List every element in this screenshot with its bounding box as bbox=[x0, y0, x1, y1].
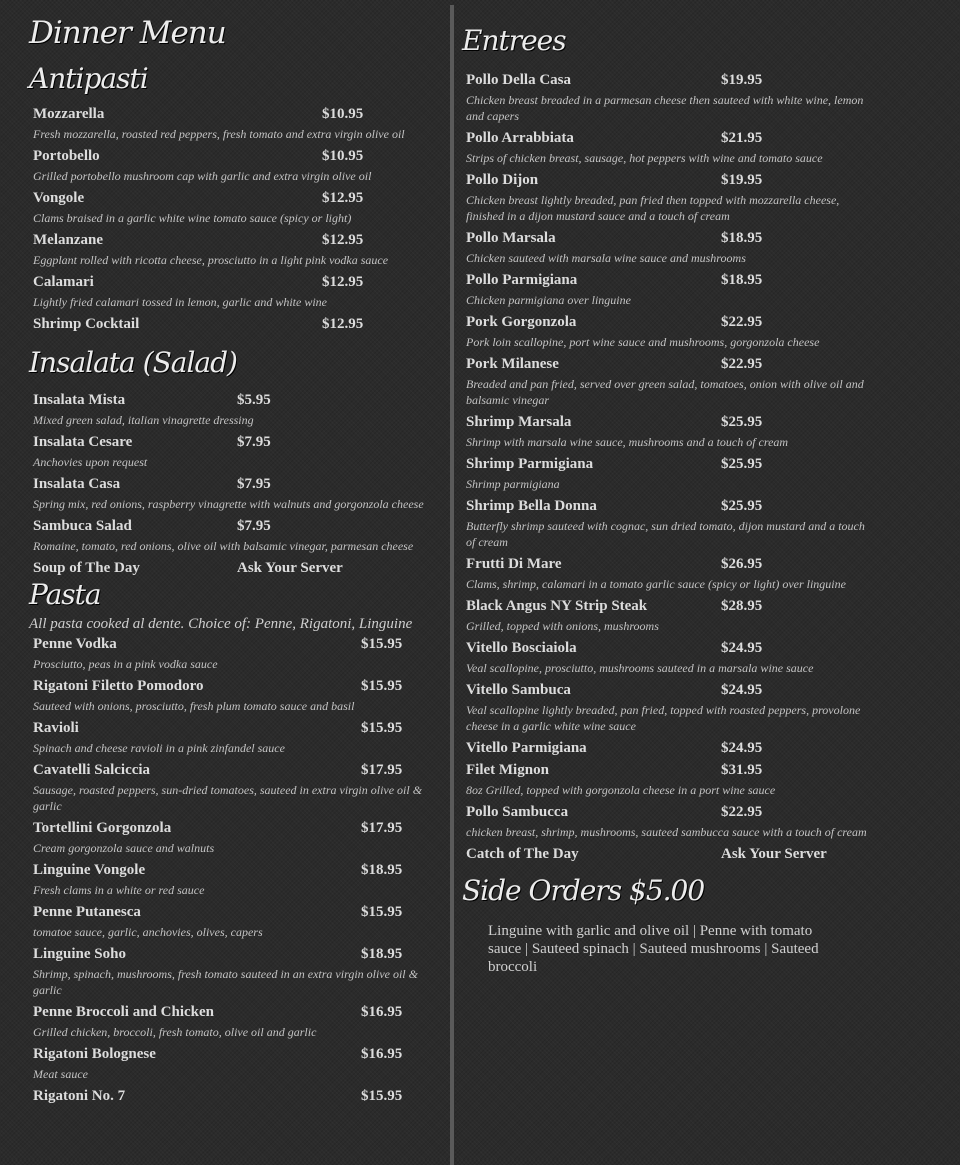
item-name: Penne Putanesca bbox=[33, 904, 141, 920]
menu-item bbox=[29, 1002, 441, 1044]
item-price: $7.95 bbox=[237, 434, 271, 450]
item-description: Chicken breast breaded in a parmesan cheese then sauteed with white wine, lemon and capers bbox=[466, 93, 864, 123]
item-description: Lightly fried calamari tossed in lemon, garlic and white wine bbox=[33, 295, 327, 309]
item-name: Vongole bbox=[33, 190, 85, 206]
item-description: Romaine, tomato, red onions, olive oil with balsamic vinegar, parmesan cheese bbox=[33, 539, 414, 553]
item-description: Anchovies upon request bbox=[33, 455, 148, 469]
item-price: $15.95 bbox=[361, 678, 403, 694]
item-name: Pollo Marsala bbox=[466, 230, 556, 246]
menu-item bbox=[29, 314, 441, 336]
item-name: Frutti Di Mare bbox=[466, 556, 562, 572]
item-description: Breaded and pan fried, served over green salad, tomatoes, onion with olive oil and balsamic vinegar bbox=[466, 377, 864, 407]
item-price: $19.95 bbox=[721, 172, 763, 188]
item-price: $18.95 bbox=[721, 230, 763, 246]
item-description: Grilled portobello mushroom cap with garlic and extra virgin olive oil bbox=[33, 169, 372, 183]
item-price: $12.95 bbox=[322, 232, 364, 248]
item-description: Chicken breast lightly breaded, pan fried then topped with mozzarella cheese, finished in a dijon mustard sauce and a touch of cream bbox=[466, 193, 840, 223]
item-price: $10.95 bbox=[322, 106, 364, 122]
menu-item bbox=[29, 718, 441, 760]
menu-item bbox=[29, 146, 441, 188]
item-name: Portobello bbox=[33, 148, 100, 164]
item-name: Pork Gorgonzola bbox=[466, 314, 577, 330]
item-name: Pollo Della Casa bbox=[466, 72, 571, 88]
menu-item bbox=[462, 412, 872, 454]
item-description: Prosciutto, peas in a pink vodka sauce bbox=[33, 657, 218, 671]
menu-item bbox=[29, 818, 441, 860]
menu-item bbox=[29, 902, 441, 944]
menu-item bbox=[462, 170, 872, 228]
item-name: Mozzarella bbox=[33, 106, 105, 122]
antipasti-heading: Antipasti bbox=[29, 62, 148, 95]
item-name: Cavatelli Salciccia bbox=[33, 762, 151, 778]
menu-item bbox=[462, 70, 872, 128]
item-name: Tortellini Gorgonzola bbox=[33, 820, 172, 836]
entrees-heading: Entrees bbox=[462, 24, 566, 57]
item-description: Veal scallopine, prosciutto, mushrooms sauteed in a marsala wine sauce bbox=[466, 661, 814, 675]
menu-item bbox=[462, 312, 872, 354]
pasta-heading: Pasta bbox=[29, 578, 101, 611]
item-price: $22.95 bbox=[721, 314, 763, 330]
item-description: Veal scallopine lightly breaded, pan fried, topped with roasted peppers, provolone cheese in a garlic white wine sauce bbox=[466, 703, 861, 733]
item-price: $17.95 bbox=[361, 820, 403, 836]
item-name: Filet Mignon bbox=[466, 762, 549, 778]
menu-item bbox=[462, 760, 872, 802]
menu-item bbox=[462, 128, 872, 170]
sides-text: Linguine with garlic and olive oil | Penne with tomato sauce | Sauteed spinach | Sauteed mushrooms | Sauteed broccoli bbox=[488, 923, 819, 975]
item-price: $22.95 bbox=[721, 804, 763, 820]
menu-item bbox=[29, 760, 441, 818]
item-price: $28.95 bbox=[721, 598, 763, 614]
item-description: tomatoe sauce, garlic, anchovies, olives, capers bbox=[33, 925, 263, 939]
item-name: Penne Vodka bbox=[33, 636, 117, 652]
item-price: $10.95 bbox=[322, 148, 364, 164]
item-description: Pork loin scallopine, port wine sauce and mushrooms, gorgonzola cheese bbox=[466, 335, 820, 349]
item-description: Butterfly shrimp sauteed with cognac, sun dried tomato, dijon mustard and a touch of cream bbox=[466, 519, 865, 549]
item-name: Shrimp Parmigiana bbox=[466, 456, 594, 472]
menu-item bbox=[29, 474, 441, 516]
item-name: Pollo Dijon bbox=[466, 172, 539, 188]
menu-item bbox=[29, 188, 441, 230]
item-price: $25.95 bbox=[721, 414, 763, 430]
item-price: $7.95 bbox=[237, 476, 271, 492]
item-price: $24.95 bbox=[721, 740, 763, 756]
pasta-section bbox=[29, 578, 441, 1108]
menu-item bbox=[462, 596, 872, 638]
item-description: Strips of chicken breast, sausage, hot peppers with wine and tomato sauce bbox=[466, 151, 823, 165]
menu-item bbox=[29, 1044, 441, 1086]
menu-item bbox=[29, 558, 441, 580]
item-name: Vitello Sambuca bbox=[466, 682, 571, 698]
menu-item bbox=[462, 228, 872, 270]
item-price: $15.95 bbox=[361, 1088, 403, 1104]
item-price: $19.95 bbox=[721, 72, 763, 88]
column-divider bbox=[450, 5, 454, 1165]
item-name: Sambuca Salad bbox=[33, 518, 132, 534]
right-column bbox=[462, 0, 872, 976]
menu-item bbox=[29, 634, 441, 676]
menu-item bbox=[29, 676, 441, 718]
item-name: Shrimp Marsala bbox=[466, 414, 572, 430]
menu-item bbox=[462, 454, 872, 496]
item-price: $22.95 bbox=[721, 356, 763, 372]
pasta-list bbox=[29, 634, 441, 1108]
item-description: Fresh clams in a white or red sauce bbox=[33, 883, 205, 897]
item-name: Pollo Sambucca bbox=[466, 804, 569, 820]
item-name: Linguine Vongole bbox=[33, 862, 146, 878]
item-description: Fresh mozzarella, roasted red peppers, fresh tomato and extra virgin olive oil bbox=[33, 127, 405, 141]
item-price: $26.95 bbox=[721, 556, 763, 572]
item-description: Shrimp, spinach, mushrooms, fresh tomato sauteed in an extra virgin olive oil & garlic bbox=[33, 967, 418, 997]
antipasti-list bbox=[29, 104, 441, 336]
menu-item bbox=[462, 680, 872, 738]
item-price: $15.95 bbox=[361, 636, 403, 652]
item-name: Soup of The Day bbox=[33, 560, 140, 576]
item-name: Calamari bbox=[33, 274, 94, 290]
menu-item bbox=[462, 270, 872, 312]
item-price: $12.95 bbox=[322, 190, 364, 206]
menu-item bbox=[462, 354, 872, 412]
item-price: $15.95 bbox=[361, 904, 403, 920]
menu-title: Dinner Menu bbox=[29, 15, 226, 51]
entrees-list bbox=[462, 70, 872, 866]
menu-item bbox=[29, 516, 441, 558]
menu-item bbox=[29, 860, 441, 902]
menu-item bbox=[29, 944, 441, 1002]
item-description: Eggplant rolled with ricotta cheese, prosciutto in a light pink vodka sauce bbox=[33, 253, 389, 267]
item-price: $18.95 bbox=[361, 862, 403, 878]
item-description: Grilled chicken, broccoli, fresh tomato, olive oil and garlic bbox=[33, 1025, 317, 1039]
item-price: $12.95 bbox=[322, 316, 364, 332]
item-description: 8oz Grilled, topped with gorgonzola cheese in a port wine sauce bbox=[466, 783, 776, 797]
item-name: Vitello Parmigiana bbox=[466, 740, 587, 756]
item-description: Mixed green salad, italian vinagrette dressing bbox=[33, 413, 254, 427]
menu-item bbox=[29, 432, 441, 474]
item-price: $24.95 bbox=[721, 640, 763, 656]
sides-section bbox=[462, 874, 872, 976]
item-name: Shrimp Bella Donna bbox=[466, 498, 597, 514]
item-price: Ask Your Server bbox=[237, 560, 343, 576]
item-name: Catch of The Day bbox=[466, 846, 579, 862]
insalata-heading: Insalata (Salad) bbox=[29, 346, 237, 379]
menu-item bbox=[462, 802, 872, 844]
item-price: $7.95 bbox=[237, 518, 271, 534]
insalata-list bbox=[29, 390, 441, 580]
item-description: chicken breast, shrimp, mushrooms, sauteed sambucca sauce with a touch of cream bbox=[466, 825, 867, 839]
menu-item bbox=[29, 272, 441, 314]
menu-item bbox=[29, 230, 441, 272]
item-description: Shrimp with marsala wine sauce, mushrooms and a touch of cream bbox=[466, 435, 789, 449]
item-description: Grilled, topped with onions, mushrooms bbox=[466, 619, 659, 633]
item-name: Pork Milanese bbox=[466, 356, 559, 372]
item-description: Sauteed with onions, prosciutto, fresh plum tomato sauce and basil bbox=[33, 699, 355, 713]
item-name: Melanzane bbox=[33, 232, 103, 248]
left-column bbox=[29, 0, 441, 1108]
item-price: $18.95 bbox=[721, 272, 763, 288]
item-price: $5.95 bbox=[237, 392, 271, 408]
item-name: Insalata Cesare bbox=[33, 434, 133, 450]
menu-item bbox=[29, 104, 441, 146]
item-description: Chicken sauteed with marsala wine sauce and mushrooms bbox=[466, 251, 746, 265]
item-name: Rigatoni Filetto Pomodoro bbox=[33, 678, 204, 694]
item-name: Linguine Soho bbox=[33, 946, 126, 962]
item-description: Clams braised in a garlic white wine tomato sauce (spicy or light) bbox=[33, 211, 352, 225]
item-description: Meat sauce bbox=[33, 1067, 88, 1081]
item-price: $24.95 bbox=[721, 682, 763, 698]
item-description: Spring mix, red onions, raspberry vinagrette with walnuts and gorgonzola cheese bbox=[33, 497, 424, 511]
item-price: $16.95 bbox=[361, 1046, 403, 1062]
item-price: Ask Your Server bbox=[721, 846, 827, 862]
item-description: Clams, shrimp, calamari in a tomato garlic sauce (spicy or light) over linguine bbox=[466, 577, 846, 591]
insalata-section bbox=[29, 346, 441, 580]
sides-heading: Side Orders $5.00 bbox=[462, 874, 705, 907]
item-price: $17.95 bbox=[361, 762, 403, 778]
item-price: $15.95 bbox=[361, 720, 403, 736]
item-price: $21.95 bbox=[721, 130, 763, 146]
antipasti-section bbox=[29, 62, 441, 336]
menu-item bbox=[462, 638, 872, 680]
item-description: Shrimp parmigiana bbox=[466, 477, 560, 491]
item-name: Shrimp Cocktail bbox=[33, 316, 140, 332]
item-description: Cream gorgonzola sauce and walnuts bbox=[33, 841, 215, 855]
item-name: Vitello Bosciaiola bbox=[466, 640, 577, 656]
item-name: Black Angus NY Strip Steak bbox=[466, 598, 648, 614]
item-description: Sausage, roasted peppers, sun-dried tomatoes, sauteed in extra virgin olive oil & garlic bbox=[33, 783, 423, 813]
item-name: Rigatoni Bolognese bbox=[33, 1046, 156, 1062]
menu-item bbox=[462, 738, 872, 760]
item-name: Pollo Parmigiana bbox=[466, 272, 578, 288]
pasta-note: All pasta cooked al dente. Choice of: Penne, Rigatoni, Linguine bbox=[29, 616, 413, 632]
item-name: Pollo Arrabbiata bbox=[466, 130, 574, 146]
item-price: $16.95 bbox=[361, 1004, 403, 1020]
item-price: $25.95 bbox=[721, 498, 763, 514]
menu-item bbox=[462, 844, 872, 866]
item-name: Insalata Mista bbox=[33, 392, 126, 408]
item-price: $25.95 bbox=[721, 456, 763, 472]
item-name: Ravioli bbox=[33, 720, 79, 736]
item-name: Penne Broccoli and Chicken bbox=[33, 1004, 214, 1020]
menu-item bbox=[29, 1086, 441, 1108]
item-name: Insalata Casa bbox=[33, 476, 121, 492]
menu-item bbox=[462, 496, 872, 554]
item-price: $12.95 bbox=[322, 274, 364, 290]
item-name: Rigatoni No. 7 bbox=[33, 1088, 126, 1104]
menu-item bbox=[462, 554, 872, 596]
item-price: $18.95 bbox=[361, 946, 403, 962]
item-price: $31.95 bbox=[721, 762, 763, 778]
item-description: Chicken parmigiana over linguine bbox=[466, 293, 631, 307]
item-description: Spinach and cheese ravioli in a pink zinfandel sauce bbox=[33, 741, 285, 755]
menu-item bbox=[29, 390, 441, 432]
entrees-section bbox=[462, 24, 872, 866]
